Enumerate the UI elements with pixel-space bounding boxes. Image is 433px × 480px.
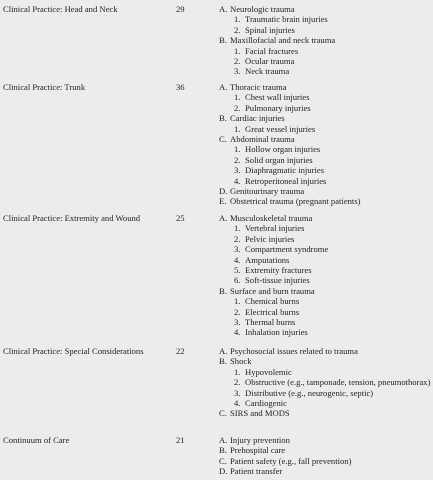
topic-text: Thoracic trauma <box>230 82 287 92</box>
topic-item <box>219 134 431 144</box>
subtopic-item <box>219 275 431 285</box>
topic-text: Maxillofacial and neck trauma <box>230 35 336 46</box>
subtopic-number: 3. <box>234 317 241 328</box>
topic-item <box>219 286 431 296</box>
subtopic-number: 1. <box>234 92 241 103</box>
subtopic-text: Pelvic injuries <box>245 233 295 244</box>
subtopic-number: 4. <box>234 175 241 186</box>
subtopic-text: Thermal burns <box>245 317 296 328</box>
subtopic-number: 3. <box>234 165 241 176</box>
topic-text: Abdominal trauma <box>230 134 295 145</box>
subtopic-text: Obstructive (e.g., tamponade, tension, pneumothorax) <box>245 377 431 388</box>
topic-letter: A. <box>219 435 228 445</box>
subtopic-item <box>219 307 431 317</box>
topic-item <box>219 466 431 476</box>
subtopic-text: Pulmonary injuries <box>245 102 311 113</box>
category-name: Clinical Practice: Head and Neck <box>3 4 118 14</box>
subtopic-text: Electrical burns <box>245 306 300 317</box>
topic-item <box>219 456 431 466</box>
subtopic-text: Vertebral injuries <box>245 223 305 234</box>
topic-letter: A. <box>219 346 228 356</box>
topic-item <box>219 82 431 92</box>
subtopic-item <box>219 388 431 398</box>
topic-outline <box>219 346 431 419</box>
subtopic-text: Hollow organ injuries <box>245 144 321 155</box>
topic-outline <box>219 435 431 477</box>
subtopic-item <box>219 25 431 35</box>
subtopic-item <box>219 223 431 233</box>
subtopic-text: Great vessel injuries <box>245 123 316 134</box>
topic-item <box>219 356 431 366</box>
subtopic-item <box>219 398 431 408</box>
subtopic-number: 2. <box>234 233 241 244</box>
item-count: 25 <box>176 213 185 223</box>
subtopic-number: 2. <box>234 377 241 388</box>
category-name: Clinical Practice: Special Considerations <box>3 346 144 356</box>
subtopic-text: Neck trauma <box>245 66 290 77</box>
subtopic-number: 4. <box>234 327 241 338</box>
topic-letter: E. <box>219 196 227 207</box>
topic-item <box>219 35 431 45</box>
topic-letter: B. <box>219 35 227 46</box>
topic-item <box>219 4 431 14</box>
subtopic-number: 5. <box>234 265 241 276</box>
subtopic-item <box>219 244 431 254</box>
topic-letter: D. <box>219 186 228 197</box>
subtopic-item <box>219 367 431 377</box>
topic-item <box>219 196 431 206</box>
topic-letter: C. <box>219 134 227 145</box>
topic-text: Obstetrical trauma (pregnant patients) <box>230 196 361 207</box>
topic-letter: C. <box>219 408 227 419</box>
topic-letter: A. <box>219 213 228 223</box>
subtopic-number: 4. <box>234 254 241 265</box>
subtopic-item <box>219 144 431 154</box>
subtopic-item <box>219 176 431 186</box>
topic-text: Surface and burn trauma <box>230 285 315 296</box>
category-name: Continuum of Care <box>3 435 70 445</box>
subtopic-number: 2. <box>234 306 241 317</box>
topic-letter: C. <box>219 455 227 466</box>
subtopic-item <box>219 234 431 244</box>
topic-text: Psychosocial issues related to trauma <box>230 346 358 356</box>
subtopic-text: Compartment syndrome <box>245 244 329 255</box>
subtopic-number: 2. <box>234 102 241 113</box>
subtopic-item <box>219 377 431 387</box>
subtopic-item <box>219 92 431 102</box>
topic-item <box>219 113 431 123</box>
topic-letter: A. <box>219 4 228 14</box>
item-count: 36 <box>176 82 185 92</box>
subtopic-text: Distributive (e.g., neurogenic, septic) <box>245 387 374 398</box>
topic-letter: A. <box>219 82 228 92</box>
topic-text: Musculoskeletal trauma <box>230 213 313 223</box>
subtopic-text: Facial fractures <box>245 45 299 56</box>
category-name: Clinical Practice: Trunk <box>3 82 86 92</box>
subtopic-item <box>219 255 431 265</box>
subtopic-item <box>219 317 431 327</box>
item-count: 22 <box>176 346 185 356</box>
subtopic-text: Diaphragmatic injuries <box>245 165 324 176</box>
topic-letter: B. <box>219 356 227 367</box>
subtopic-item <box>219 165 431 175</box>
subtopic-text: Retroperitoneal injuries <box>245 175 327 186</box>
subtopic-item <box>219 155 431 165</box>
topic-item <box>219 408 431 418</box>
subtopic-number: 1. <box>234 45 241 56</box>
subtopic-number: 1. <box>234 366 241 377</box>
topic-outline <box>219 82 431 207</box>
subtopic-text: Ocular trauma <box>245 56 295 67</box>
topic-text: SIRS and MODS <box>230 408 290 419</box>
topic-text: Neurologic trauma <box>230 4 295 14</box>
subtopic-item <box>219 14 431 24</box>
subtopic-text: Spinal injuries <box>245 24 295 35</box>
subtopic-text: Extremity fractures <box>245 265 312 276</box>
subtopic-number: 1. <box>234 144 241 155</box>
topic-text: Genitourinary trauma <box>230 186 305 197</box>
subtopic-number: 6. <box>234 275 241 286</box>
item-count: 29 <box>176 4 185 14</box>
topic-item <box>219 346 431 356</box>
topic-item <box>219 445 431 455</box>
topic-text: Patient safety (e.g., fall prevention) <box>230 455 352 466</box>
subtopic-number: 1. <box>234 14 241 25</box>
subtopic-text: Soft-tissue injuries <box>245 275 310 286</box>
subtopic-number: 4. <box>234 398 241 409</box>
subtopic-text: Traumatic brain injuries <box>245 14 328 25</box>
subtopic-text: Inhalation injuries <box>245 327 308 338</box>
subtopic-text: Chemical burns <box>245 296 300 307</box>
topic-outline <box>219 4 431 77</box>
topic-text: Patient transfer <box>230 466 283 477</box>
topic-letter: D. <box>219 466 228 477</box>
topic-text: Prehospital care <box>230 445 286 456</box>
category-name: Clinical Practice: Extremity and Wound <box>3 213 141 223</box>
topic-text: Injury prevention <box>230 435 290 445</box>
subtopic-item <box>219 265 431 275</box>
subtopic-text: Chest wall injuries <box>245 92 310 103</box>
subtopic-number: 2. <box>234 154 241 165</box>
subtopic-number: 3. <box>234 66 241 77</box>
topic-item <box>219 186 431 196</box>
subtopic-number: 2. <box>234 56 241 67</box>
topic-letter: B. <box>219 113 227 124</box>
subtopic-number: 3. <box>234 387 241 398</box>
subtopic-text: Solid organ injuries <box>245 154 313 165</box>
subtopic-item <box>219 296 431 306</box>
subtopic-number: 1. <box>234 223 241 234</box>
item-count: 21 <box>176 435 185 445</box>
subtopic-text: Cardiogenic <box>245 398 287 409</box>
subtopic-number: 2. <box>234 24 241 35</box>
topic-letter: B. <box>219 285 227 296</box>
subtopic-text: Hypovolemic <box>245 366 292 377</box>
topic-item <box>219 213 431 223</box>
topic-text: Cardiac injuries <box>230 113 285 124</box>
topic-outline <box>219 213 431 338</box>
subtopic-item <box>219 46 431 56</box>
subtopic-item <box>219 327 431 337</box>
subtopic-item <box>219 66 431 76</box>
topic-letter: B. <box>219 445 227 456</box>
subtopic-number: 1. <box>234 296 241 307</box>
subtopic-number: 1. <box>234 123 241 134</box>
subtopic-item <box>219 124 431 134</box>
topic-item <box>219 435 431 445</box>
subtopic-item <box>219 56 431 66</box>
topic-text: Shock <box>230 356 252 367</box>
subtopic-number: 3. <box>234 244 241 255</box>
subtopic-text: Amputations <box>245 254 290 265</box>
subtopic-item <box>219 103 431 113</box>
